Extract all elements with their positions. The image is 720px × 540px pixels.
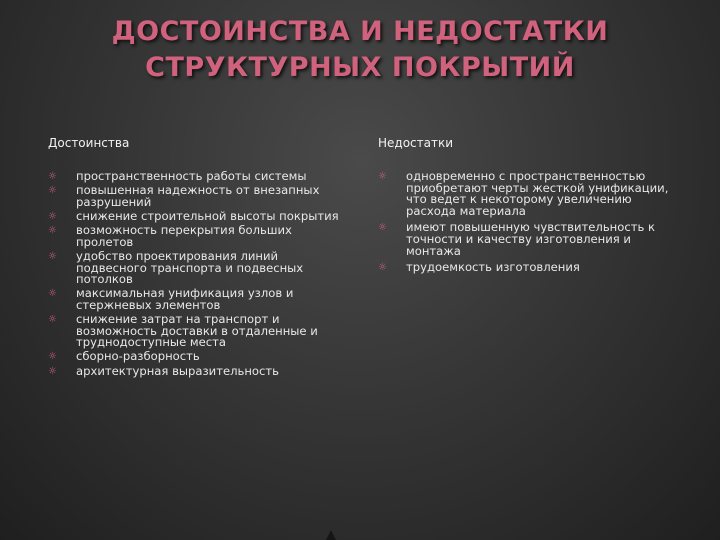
list-item-text: пространственность работы системы [76, 169, 307, 183]
list-item-text: снижение затрат на транспорт и возможность доставки в отдаленные и труднодоступные места [76, 312, 318, 350]
sun-bullet-icon: ☼ [48, 185, 57, 197]
list-item [48, 225, 348, 248]
list-item [48, 171, 348, 183]
list-item [48, 314, 348, 349]
sun-bullet-icon: ☼ [48, 225, 57, 237]
sun-bullet-icon: ☼ [48, 210, 57, 222]
sun-bullet-icon: ☼ [48, 250, 57, 262]
list-item [48, 208, 348, 223]
sun-bullet-icon: ☼ [378, 171, 387, 182]
list-item-text: максимальная унификация узлов и стержневых элементов [76, 286, 294, 312]
sun-bullet-icon: ☼ [48, 171, 57, 182]
list-item [378, 222, 683, 257]
list-item [48, 363, 348, 378]
list-item [48, 248, 348, 287]
sun-bullet-icon: ☼ [378, 262, 387, 274]
sun-bullet-icon: ☼ [48, 365, 57, 377]
list-item-text: архитектурная выразительность [76, 363, 279, 378]
list-item-text: удобство проектирования линий подвесного транспорта и подвесных потолков [76, 248, 304, 287]
sun-bullet-icon: ☼ [378, 222, 387, 234]
list-item [48, 288, 348, 311]
slide-title [0, 14, 720, 86]
disadvantages-list [378, 171, 683, 274]
advantages-column [48, 135, 348, 380]
diamond-decoration-icon [326, 530, 336, 540]
list-item-text: возможность перекрытия больших пролетов [76, 223, 292, 249]
list-item-text: имеют повышенную чувствительность к точности и качеству изготовления и монтажа [406, 220, 655, 258]
list-item-text: снижение строительной высоты покрытия [76, 208, 339, 223]
slide-title-line-1: ДОСТОИНСТВА И НЕДОСТАТКИ [111, 16, 609, 47]
disadvantages-heading: Недостатки [378, 136, 454, 150]
list-item-text: повышенная надежность от внезапных разрушений [76, 183, 320, 209]
advantages-list [48, 171, 348, 377]
advantages-heading: Достоинства [48, 136, 130, 150]
disadvantages-column [378, 135, 683, 279]
sun-bullet-icon: ☼ [48, 314, 57, 326]
sun-bullet-icon: ☼ [48, 288, 57, 300]
list-item [378, 262, 683, 274]
list-item [378, 171, 683, 217]
sun-bullet-icon: ☼ [48, 351, 57, 363]
list-item-text: сборно-разборность [76, 349, 200, 364]
list-item [48, 351, 348, 363]
list-item-text: трудоемкость изготовления [406, 260, 580, 275]
slide-title-line-2: СТРУКТУРНЫХ ПОКРЫТИЙ [145, 52, 575, 83]
list-item-text: одновременно с пространственностью приобретают черты жесткой унификации, что ведет к некоторому увеличению расхода материала [406, 169, 669, 218]
list-item [48, 185, 348, 208]
